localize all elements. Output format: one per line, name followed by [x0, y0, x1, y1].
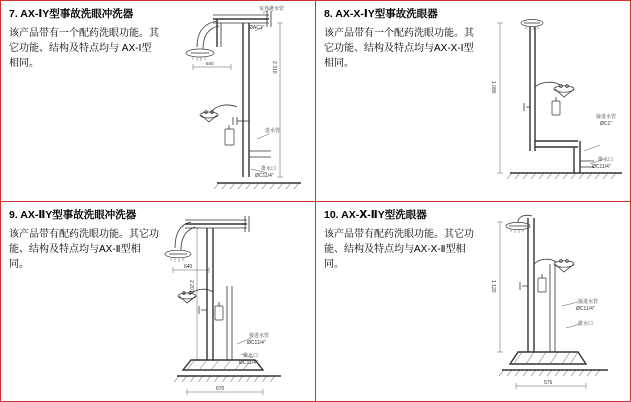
panel-9-title: 9. AX-ⅡY型事故洗眼冲洗器: [9, 209, 137, 221]
panel-8-label-1: 接进水管: [596, 114, 617, 120]
panel-7-title: 7. AX-ⅠY型事故洗眼冲洗器: [9, 8, 134, 20]
panel-7: [1, 1, 316, 202]
panel-10-caption: [324, 208, 474, 272]
svg-text:640: 640: [206, 61, 214, 66]
panel-8-label-0: 1 080: [490, 81, 496, 94]
panel-10-body: 该产品带有配药洗眼功能。其它功能、结构及特点均与AX-X-Ⅱ型相同。: [324, 229, 474, 270]
panel-10-label-1: ØC11/4": [576, 306, 595, 312]
panel-10-label-2: 排水口: [578, 321, 594, 327]
panel-7-label-6: ØC11/4": [255, 173, 274, 179]
panel-7-label-5: 排水口: [261, 166, 277, 172]
panel-10-label-3: 1 120: [490, 280, 496, 293]
panel-10-label-0: 接进水管: [578, 299, 599, 305]
panel-8: [316, 1, 631, 202]
panel-7-label-4: 进水管: [265, 128, 281, 134]
panel-9-body: 该产品带有配药洗眼功能。其它功能、结构及特点均与AX-Ⅱ型相同。: [9, 229, 159, 270]
panel-10: [316, 202, 631, 402]
panel-8-label-4: ØC11/4": [592, 164, 611, 170]
panel-7-drawing: [151, 1, 315, 201]
panel-9-label-5: ØC11/4": [239, 360, 258, 366]
panel-9-label-6: 670: [216, 386, 225, 392]
panel-9-drawing: [151, 202, 315, 402]
panel-10-drawing: [466, 202, 631, 402]
panel-7-label-1: ØAC1": [249, 25, 265, 31]
panel-9-label-2: 接进水管: [249, 333, 270, 339]
panel-9-label-4: 排水口: [243, 353, 259, 359]
panel-8-drawing: [466, 1, 631, 201]
panel-8-body: 该产品带有一个配药洗眼功能。其它功能、结构及特点均与AX-X-Ⅰ型相同。: [324, 28, 474, 69]
panel-7-body: 该产品带有一个配药洗眼功能。其它功能、结构及特点均与 AX-Ⅰ型相同。: [9, 28, 159, 69]
panel-10-label-4: 576: [544, 380, 553, 386]
panel-7-label-0: 室外进水管: [259, 6, 285, 12]
panel-8-title: 8. AX-X-ⅠY型事故洗眼器: [324, 8, 438, 20]
panel-8-caption: [324, 7, 474, 71]
panel-7-label-3: 2 310: [271, 61, 277, 74]
panel-8-label-2: ØC1": [600, 121, 613, 127]
panel-9: [1, 202, 316, 402]
panel-9-caption: [9, 208, 159, 272]
panel-10-title: 10. AX-Ⅹ-ⅡY型洗眼器: [324, 209, 427, 221]
panel-9-label-3: ØC11/4": [247, 340, 266, 346]
panel-7-caption: [9, 7, 159, 71]
panel-8-label-3: 排水口: [598, 157, 614, 163]
panel-9-label-1: 2 201: [188, 280, 194, 293]
panel-9-label-0: 640: [184, 264, 193, 270]
